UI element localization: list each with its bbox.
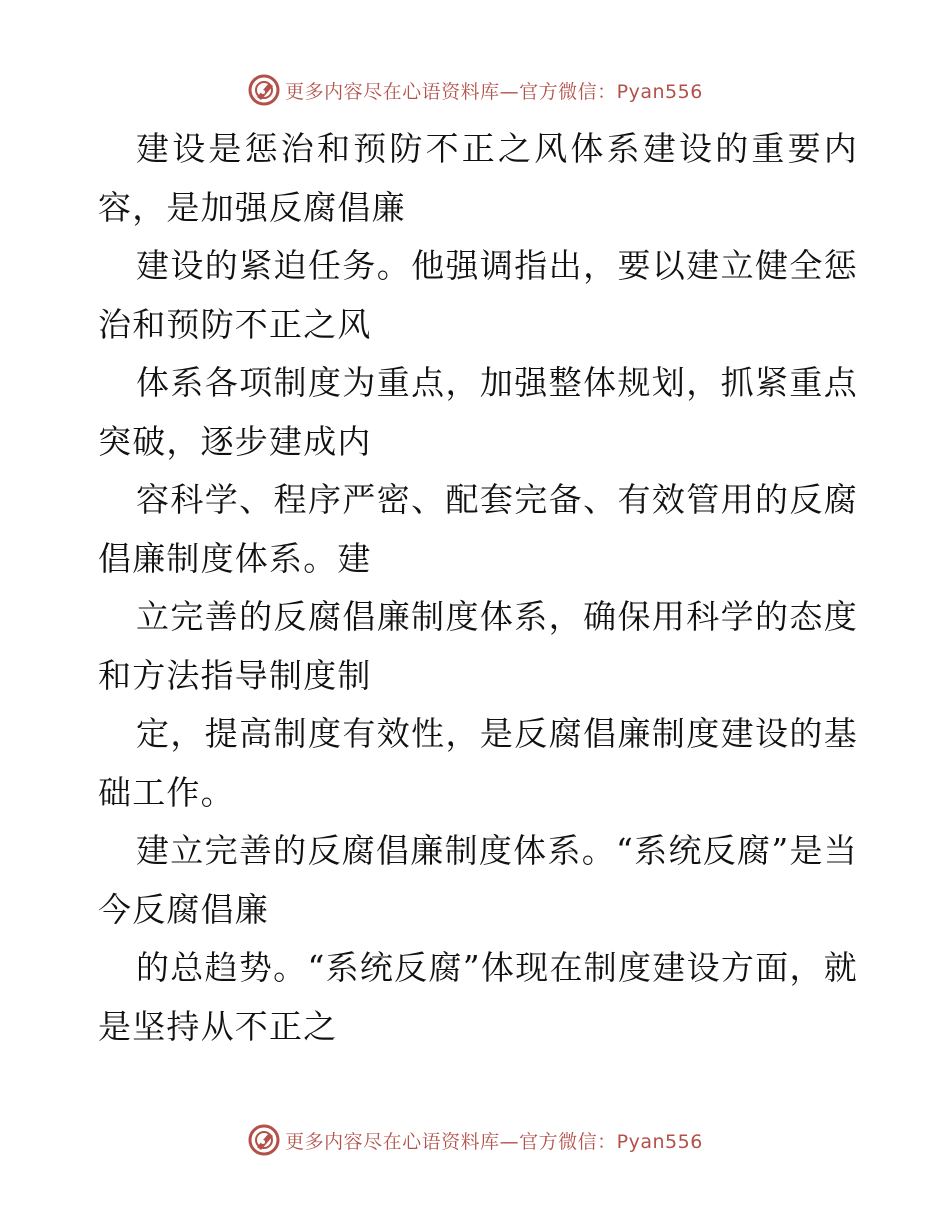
paragraph: 定，提高制度有效性，是反腐倡廉制度建设的基础工作。	[98, 714, 858, 812]
paragraph: 建设是惩治和预防不正之风体系建设的重要内容，是加强反腐倡廉	[98, 129, 858, 227]
paragraph: 建立完善的反腐倡廉制度体系。“系统反腐”是当今反腐倡廉	[98, 831, 858, 929]
pen-nib-logo-icon	[247, 73, 281, 107]
paragraph: 立完善的反腐倡廉制度体系，确保用科学的态度和方法指导制度制	[98, 597, 858, 695]
paragraph: 的总趋势。“系统反腐”体现在制度建设方面，就是坚持从不正之	[98, 948, 858, 1046]
footer-banner	[0, 1120, 950, 1160]
header-banner	[0, 70, 950, 110]
header-banner-text: 更多内容尽在心语资料库—官方微信：Pyan556	[285, 80, 703, 103]
paragraph: 体系各项制度为重点，加强整体规划，抓紧重点突破，逐步建成内	[98, 363, 858, 461]
paragraph: 建设的紧迫任务。他强调指出，要以建立健全惩治和预防不正之风	[98, 246, 858, 344]
paragraph: 容科学、程序严密、配套完备、有效管用的反腐倡廉制度体系。建	[98, 480, 858, 578]
pen-nib-logo-icon	[247, 1123, 281, 1157]
document-body	[98, 120, 858, 1056]
footer-banner-text: 更多内容尽在心语资料库—官方微信：Pyan556	[285, 1130, 703, 1153]
